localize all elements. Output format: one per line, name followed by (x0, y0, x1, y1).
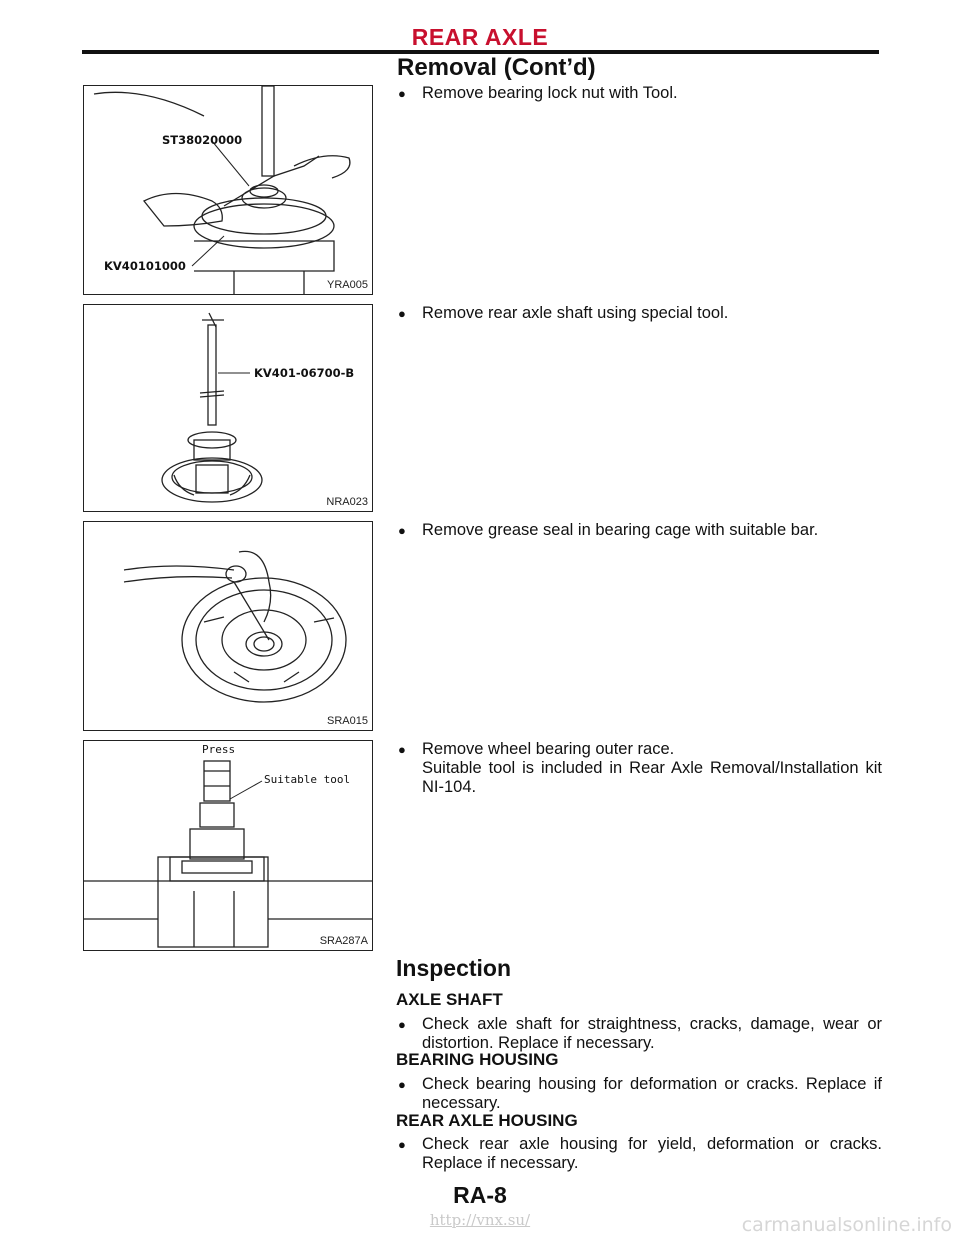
illustration-lock-nut-removal (84, 86, 373, 295)
step-note: Suitable tool is included in Rear Axle Removal/Installation kit NI-104. (422, 759, 882, 796)
illustration-outer-race-removal (84, 741, 373, 951)
bullet-icon: ● (398, 1077, 406, 1092)
figure-code: SRA287A (319, 935, 368, 947)
bullet-icon: ● (398, 306, 406, 321)
tool-label: KV401-06700-B (254, 366, 355, 380)
figure-code: SRA015 (327, 715, 368, 727)
figure-nra023 (83, 304, 373, 512)
step-item (397, 740, 882, 797)
tool-label: Suitable tool (264, 773, 351, 786)
figure-yra005 (83, 85, 373, 295)
step-text: Remove grease seal in bearing cage with suitable bar. (422, 521, 819, 539)
tool-label: Press (202, 743, 236, 756)
subheading-bearing-housing: BEARING HOUSING (396, 1050, 559, 1069)
page-number: RA-8 (453, 1182, 507, 1208)
figure-code: YRA005 (327, 279, 368, 291)
bullet-icon: ● (398, 1137, 406, 1152)
inspection-heading: Inspection (396, 955, 512, 981)
footer-link[interactable]: http://vnx.su/ (429, 1211, 531, 1229)
step-text: Remove wheel bearing outer race. (422, 740, 675, 758)
inspection-text: Check axle shaft for straightness, cracks, damage, wear or distortion. Replace if necessary. (422, 1015, 882, 1052)
bullet-icon: ● (398, 86, 406, 101)
figure-code: NRA023 (326, 496, 368, 508)
subheading-rear-axle-housing: REAR AXLE HOUSING (396, 1111, 578, 1130)
illustration-grease-seal-removal (84, 522, 373, 731)
bullet-icon: ● (398, 742, 406, 757)
manual-header-title: REAR AXLE (411, 24, 549, 50)
inspection-text: Check rear axle housing for yield, deformation or cracks. Replace if necessary. (422, 1135, 882, 1172)
watermark: carmanualsonline.info (741, 1214, 952, 1236)
bullet-icon: ● (398, 523, 406, 538)
step-item (397, 304, 882, 323)
figure-sra015 (83, 521, 373, 731)
inspection-text: Check bearing housing for deformation or cracks. Replace if necessary. (422, 1075, 882, 1112)
step-text: Remove bearing lock nut with Tool. (422, 84, 678, 102)
bullet-icon: ● (398, 1017, 406, 1032)
section-title: Removal (Cont’d) (397, 54, 596, 81)
illustration-axle-shaft-removal (84, 305, 373, 512)
step-text: Remove rear axle shaft using special tool. (422, 304, 729, 322)
step-item (397, 84, 882, 103)
tool-label: ST38020000 (162, 133, 243, 147)
figure-sra287a (83, 740, 373, 951)
subheading-axle-shaft: AXLE SHAFT (396, 990, 503, 1009)
step-item (397, 521, 882, 540)
inspection-item (397, 1015, 882, 1053)
inspection-item (397, 1075, 882, 1113)
tool-label: KV40101000 (104, 259, 186, 273)
inspection-item (397, 1135, 882, 1173)
